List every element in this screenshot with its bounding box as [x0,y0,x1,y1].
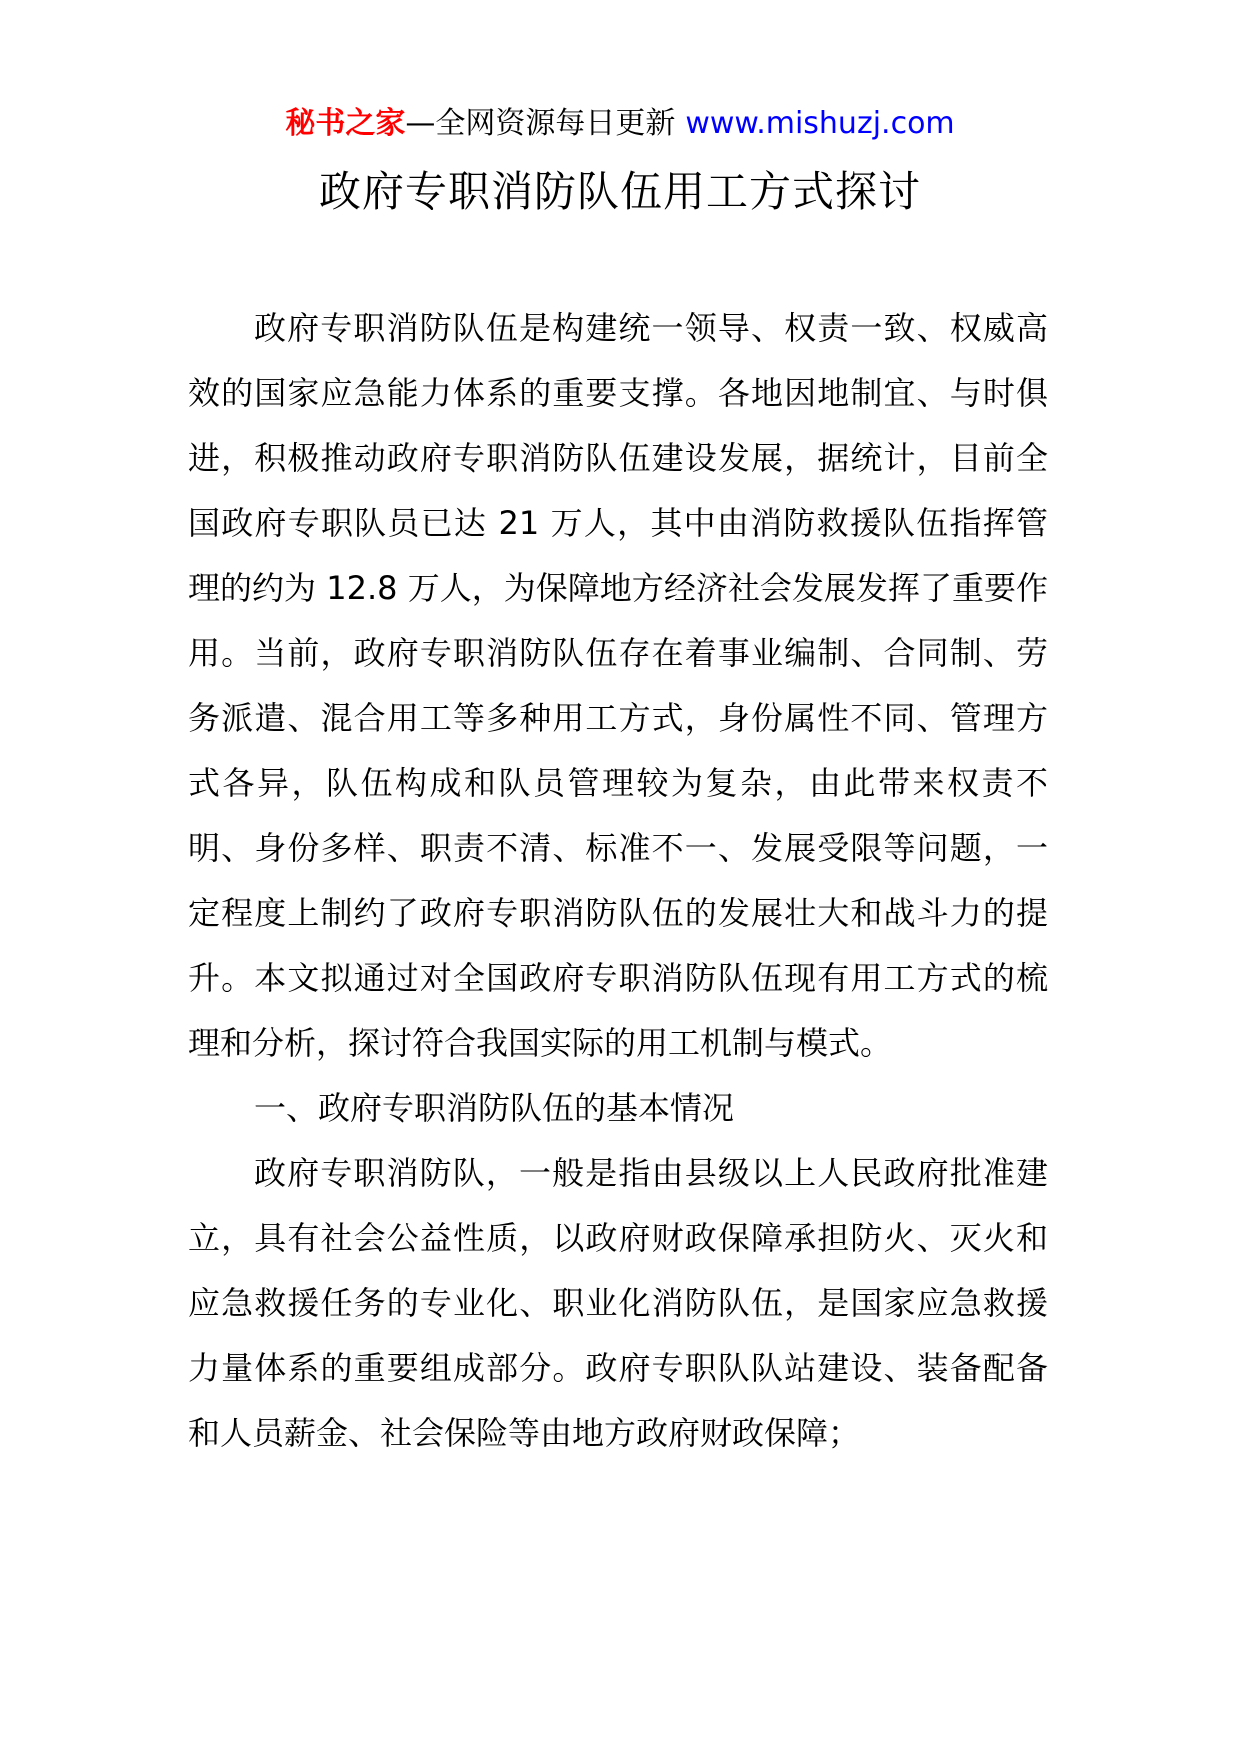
section-1-paragraph: 政府专职消防队，一般是指由县级以上人民政府批准建立，具有社会公益性质，以政府财政保障承担防火、灭火和应急救援任务的专业化、职业化消防队伍，是国家应急救援力量体系的重要组成部分。政府专职队队站建设、装备配备和人员薪金、社会保险等由地方政府财政保障； [188,1154,1048,1452]
site-header [0,104,1240,144]
intro-paragraph: 政府专职消防队伍是构建统一领导、权责一致、权威高效的国家应急能力体系的重要支撑。各地因地制宜、与时俱进，积极推动政府专职消防队伍建设发展，据统计，目前全国政府专职队员已达 21 万人，其中由消防救援队伍指挥管理的约为 12.8 万人，为保障地方经济社会发展发挥了重要作用。当前，政府专职消防队伍存在着事业编制、合同制、劳务派遣、混合用工等多种用工方式，身份属性不同、管理方式各异，队伍构成和队员管理较为复杂，由此带来权责不明、身份多样、职责不清、标准不一、发展受限等问题，一定程度上制约了政府专职消防队伍的发展壮大和战斗力的提升。本文拟通过对全国政府专职消防队伍现有用工方式的梳理和分析，探讨符合我国实际的用工机制与模式。 [188,309,1048,1062]
header-slogan: —全网资源每日更新 [405,106,676,141]
site-url-link[interactable]: www.mishuzj.com [685,106,955,141]
document-body [188,296,1048,1466]
brand-name: 秘书之家 [285,106,406,141]
document-title: 政府专职消防队伍用工方式探讨 [318,167,921,216]
section-heading-1: 一、政府专职消防队伍的基本情况 [254,1089,735,1127]
